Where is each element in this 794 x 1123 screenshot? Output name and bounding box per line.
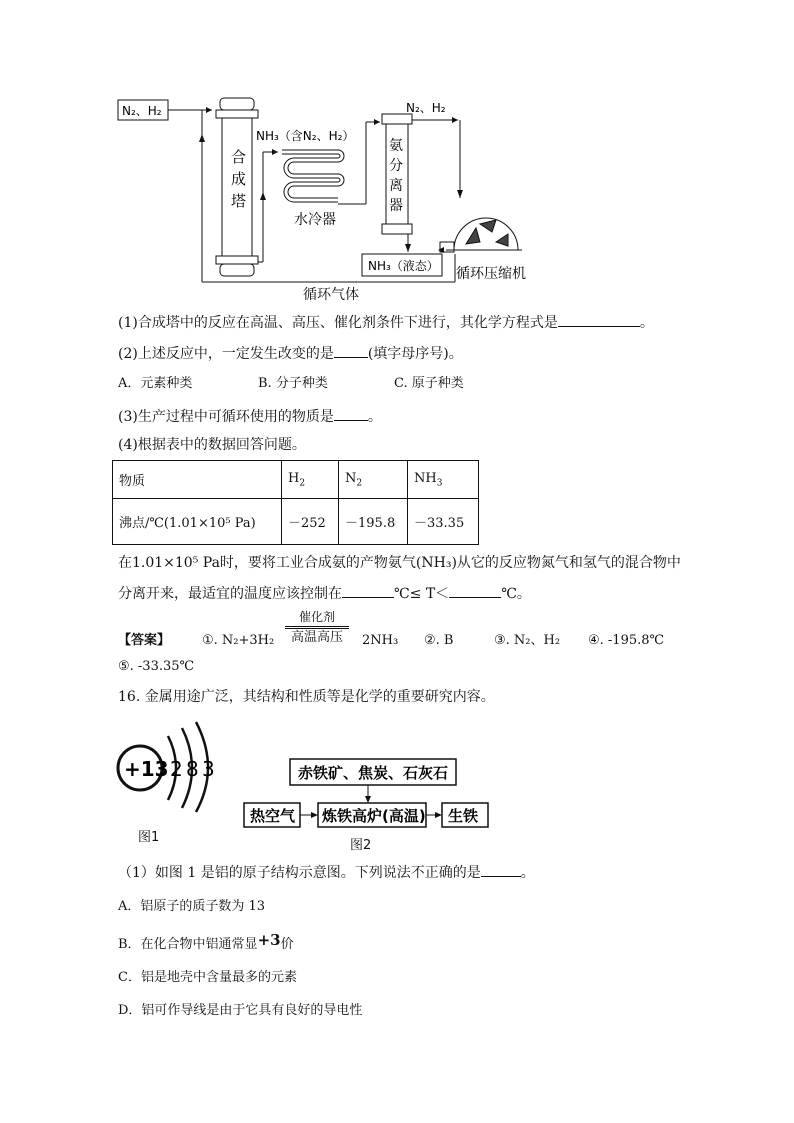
- question-1: [118, 312, 654, 333]
- question-16: 16. 金属用途广泛，其结构和性质等是化学的重要研究内容。: [118, 689, 495, 705]
- input-label: N₂、H₂: [122, 104, 162, 118]
- answer-blank-3[interactable]: [334, 406, 368, 421]
- cooler-label: 水冷器: [294, 212, 336, 228]
- figure-1-caption: 图1: [138, 830, 160, 845]
- answer-blank-4[interactable]: [342, 583, 394, 598]
- table-header: $H_2$: [282, 461, 339, 499]
- svg-text:赤铁矿、焦炭、石灰石: 赤铁矿、焦炭、石灰石: [298, 764, 449, 782]
- table-cell: －33.35: [408, 499, 479, 545]
- option-16-b: B．在化合物中铝通常显+3价: [118, 931, 294, 952]
- option-c: C. 原子种类: [394, 376, 464, 391]
- separator-char-1: 氨: [389, 138, 403, 154]
- tower-char-3: 塔: [231, 192, 247, 210]
- table-header: 物质: [113, 461, 282, 499]
- answer-1-product: 2NH₃: [362, 633, 399, 648]
- answer-label: 【答案】: [118, 633, 171, 648]
- question-3: [118, 406, 382, 427]
- reaction-condition: 催化剂 高温高压: [285, 609, 349, 646]
- table-cell: －252: [282, 499, 339, 545]
- question-2-text: (2)上述反应中，一定发生改变的是: [118, 346, 334, 362]
- shell-count-2: 8: [186, 757, 199, 781]
- answer-1: ①. N₂+3H₂: [202, 633, 275, 648]
- question-2: [118, 343, 463, 364]
- separator-char-4: 器: [389, 198, 403, 214]
- question-2-end: (填字母序号)。: [367, 346, 463, 362]
- table-header: $N_2$: [339, 461, 408, 499]
- option-a: A．元素种类: [118, 376, 193, 391]
- answer-2: ②. B: [424, 633, 454, 648]
- separator-char-3: 离: [389, 178, 403, 194]
- question-4: (4)根据表中的数据回答问题。: [118, 437, 306, 453]
- table-cell: －195.8: [339, 499, 408, 545]
- valence-value: +3: [257, 931, 281, 949]
- question-16-1: （1）如图 1 是铝的原子结构示意图。下列说法不正确的是 。: [118, 862, 535, 883]
- answer-4: ④. -195.8℃: [588, 633, 665, 648]
- answer-5: ⑤. -33.35℃: [118, 659, 195, 674]
- nucleus-charge: +13: [124, 757, 169, 781]
- svg-text:生铁: 生铁: [448, 807, 479, 825]
- separator-char-2: 分: [389, 158, 403, 174]
- ammonia-separator: [382, 114, 412, 234]
- option-16-d: D．铝可作导线是由于它具有良好的导电性: [118, 1003, 363, 1018]
- recycle-label: N₂、H₂: [406, 101, 446, 115]
- shell-count-3: 3: [202, 757, 215, 781]
- question-3-text: (3)生产过程中可循环使用的物质是: [118, 409, 334, 425]
- svg-text:热空气: 热空气: [250, 807, 296, 825]
- tower-char-1: 合: [231, 148, 247, 166]
- question-1-text: (1)合成塔中的反应在高温、高压、催化剂条件下进行，其化学方程式是: [118, 315, 558, 331]
- cycle-gas-label: 循环气体: [303, 287, 359, 303]
- option-16-c: C．铝是地壳中含量最多的元素: [118, 970, 297, 985]
- compressor-label: 循环压缩机: [456, 266, 526, 282]
- answer-line: [118, 610, 665, 651]
- tower-char-2: 成: [231, 170, 247, 188]
- paragraph-line-2: 分离开来，最适宜的温度应该控制在 ℃≤ T＜ ℃。: [118, 583, 531, 604]
- ammonia-process-diagram: [110, 92, 570, 302]
- answer-blank-5[interactable]: [449, 583, 501, 598]
- nh3-mix-label: NH₃（含N₂、H₂）: [256, 129, 355, 143]
- ironmaking-flow-diagram: [240, 755, 500, 831]
- option-b: B. 分子种类: [258, 376, 328, 391]
- shell-count-1: 2: [170, 757, 183, 781]
- recycle-compressor: [440, 218, 522, 252]
- water-cooler: [282, 150, 344, 202]
- answer-blank-2[interactable]: [334, 343, 368, 358]
- liquid-label: NH₃（液态）: [368, 259, 439, 273]
- table-header: $NH_3$: [408, 461, 479, 499]
- answer-3: ③. N₂、H₂: [494, 633, 561, 648]
- answer-blank-1[interactable]: [558, 312, 640, 327]
- boiling-point-table: [112, 460, 479, 545]
- svg-text:炼铁高炉(高温): 炼铁高炉(高温): [322, 807, 426, 825]
- paragraph-line-1: 在1.01×10⁵ Pa时，要将工业合成氨的产物氨气(NH₃)从它的反应物氮气和氢气的混合物中: [118, 555, 681, 571]
- table-row-label: 沸点/℃(1.01×10⁵ Pa): [113, 499, 282, 545]
- question-3-end: 。: [367, 409, 382, 425]
- aluminum-atom-diagram: [112, 718, 224, 814]
- answer-blank-6[interactable]: [481, 862, 521, 877]
- figure-2-caption: 图2: [350, 838, 372, 853]
- option-16-a: A．铝原子的质子数为 13: [118, 899, 266, 914]
- question-1-end: 。: [639, 315, 654, 331]
